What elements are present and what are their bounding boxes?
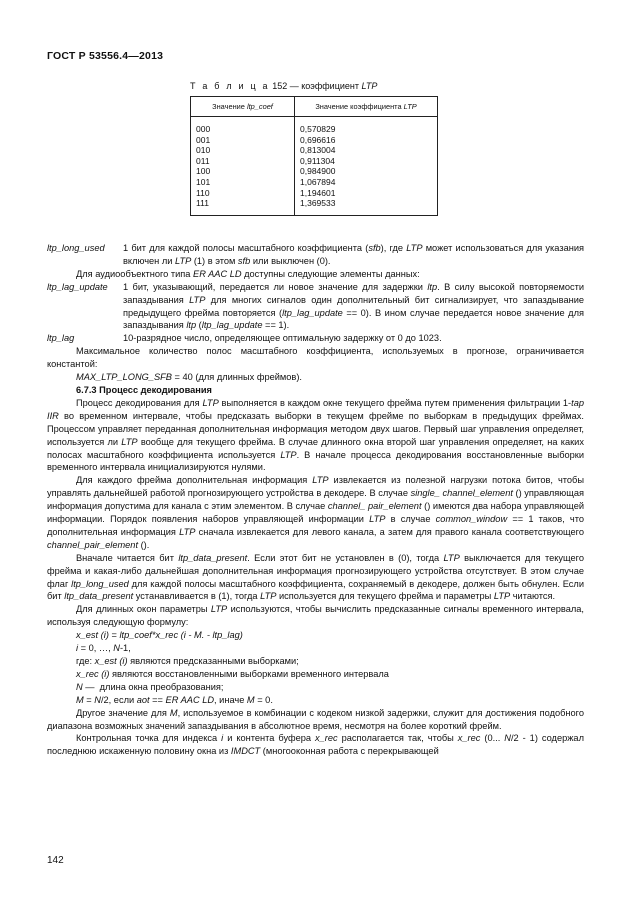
definition-text: 10-разрядное число, определяющее оптимальную задержку от 0 до 1023.: [123, 333, 442, 344]
coefficient-value-cell: 0,911304: [295, 156, 438, 167]
paragraph: M = N/2, если aot == ER AAC LD, иначе M = 0.: [76, 694, 273, 705]
table-caption-prefix: Т а б л и ц а: [190, 81, 270, 91]
ltp-coef-cell: 010: [191, 145, 295, 156]
coefficient-value-cell: 0,570829: [295, 124, 438, 135]
table-row: [191, 166, 438, 177]
ltp-coef-cell: 101: [191, 177, 295, 188]
definition-term: ltp_long_used: [47, 243, 105, 253]
paragraph: Для длинных окон параметры LTP используются, чтобы вычислить предсказанные сигналы временного интервала, используя следующую формулу:: [47, 604, 585, 628]
paragraph: Для каждого фрейма дополнительная информация LTP извлекается из полезной нагрузки потока битов, чтобы управлять дальнейшей работой прогнозирующего устройства в декодере. В случае single_ channel_element () управляющая информация допустима для канала с этим элементом. В случае channel_ pair_element () имеются два набора управляющей информации. Порядок появления наборов управляющей информации LTP в случае common_window == 1 таков, что дополнительная информация LTP сначала извлекается для левого канала, а затем для правого канала соответствующего channel_pair_element ().: [47, 475, 585, 550]
coefficient-value-cell: 1,067894: [295, 177, 438, 188]
coefficient-value-cell: 0,813004: [295, 145, 438, 156]
table-row: [191, 124, 438, 135]
ltp-coef-cell: 000: [191, 124, 295, 135]
ltp-coef-cell: 100: [191, 166, 295, 177]
col-header-coefficient-value: Значение коэффициента LTP: [295, 97, 438, 117]
definition-item: [47, 242, 584, 268]
paragraph: Контрольная точка для индекса i и контента буфера x_rec располагается так, чтобы x_rec (0... N/2 - 1) содержал последнюю искаженную половину окна из IMDCT (многооконная работа с перекрывающей: [47, 733, 584, 757]
ltp-coef-cell: 111: [191, 198, 295, 215]
table-caption-text: 152 — коэффициент: [269, 81, 362, 91]
paragraph: Другое значение для M, используемое в комбинации с кодеком низкой задержки, служит для достижения подобного диапазона возможных значений запаздывания в абсолютное время, несмотря на более короткий фрейм.: [47, 707, 584, 731]
coefficient-value-cell: 0,984900: [295, 166, 438, 177]
standard-header: ГОСТ Р 53556.4—2013: [47, 50, 164, 62]
page-number: 142: [47, 855, 64, 866]
ltp-coef-cell: 011: [191, 156, 295, 167]
paragraph: Процесс декодирования для LTP выполняется в каждом окне текущего фрейма путем применения фильтрации 1-tap IIR во временном интервале, чтобы предсказать выборки в текущем фрейме по выборкам в предыдущих фреймах. Процессом управляет переданная дополнительная информация методом двух шагов. Первый шаг управления определяет, используется ли LTP вообще для текущего фрейма. В случае длинного окна второй шаг управления определяет, на каких полосах масштабного коэффициента используется LTP. В начале процесса декодирования восстановленные выборки временного интервала инициализируются нулями.: [47, 397, 584, 473]
ltp-coef-cell: 110: [191, 188, 295, 199]
paragraph: Вначале читается бит ltp_data_present. Если этот бит не установлен в (0), тогда LTP выключается для текущего фрейма и какая-либо дальнейшая дополнительная информация прогнозирующего устройства отсутствует. В этом случае флаг ltp_long_used для каждой полосы масштабного коэффициента, сохраняемый в декодере, должен быть обнулен. Если бит ltp_data_present устанавливается в (1), тогда LTP используется для текущего фрейма и параметры LTP читаются.: [47, 552, 584, 602]
table-body: [191, 117, 438, 216]
table-caption-italic: LTP: [361, 81, 378, 91]
table-row: [191, 135, 438, 146]
table-row: [191, 145, 438, 156]
section-heading: 6.7.3 Процесс декодирования: [76, 384, 212, 395]
paragraph: где: x_est (i) являются предсказанными выборками;: [76, 656, 299, 666]
ltp-coef-cell: 001: [191, 135, 295, 146]
definition-text: 1 бит для каждой полосы масштабного коэффициента (sfb), где LTP может использоваться для указания включен ли LTP (1) в этом sfb или выключен (0).: [123, 243, 584, 266]
body-text: [47, 242, 584, 758]
coefficient-value-cell: 0,696616: [295, 135, 438, 146]
definition-text: 1 бит, указывающий, передается ли новое значение для задержки ltp. В силу высокой повторяемости запаздывания LTP для многих сигналов один дополнительный бит сигнализирует, что запаздывание предыдущего фрейма повторяется (ltp_lag_update == 0). В ином случае передается новое значение для запаздывания ltp (ltp_lag_update == 1).: [123, 281, 585, 331]
table-row: [191, 177, 438, 188]
paragraph: i = 0, …, N-1,: [76, 643, 131, 654]
paragraph: Максимальное количество полос масштабного коэффициента, используемых в прогнозе, ограничивается константой:: [47, 346, 584, 370]
paragraph: MAX_LTP_LONG_SFB = 40 (для длинных фреймов).: [76, 372, 302, 383]
coefficient-table: [190, 96, 438, 216]
coefficient-value-cell: 1,194601: [295, 188, 438, 199]
paragraph: x_est (i) = ltp_coef*x_rec (i - M. - ltp_lag): [76, 630, 243, 641]
definition-item: [47, 281, 584, 333]
col-header-ltp-coef: Значение ltp_coef: [191, 97, 295, 117]
definition-term: ltp_lag: [47, 333, 75, 344]
paragraph: N — длина окна преобразования;: [76, 681, 224, 692]
paragraph: Для аудиообъектного типа ER AAC LD доступны следующие элементы данных:: [76, 268, 420, 279]
table-row: [191, 188, 438, 199]
paragraph: x_rec (i) являются восстановленными выборками временного интервала: [76, 668, 389, 679]
table-caption: [190, 81, 377, 91]
definition-term: ltp_lag_update: [47, 281, 108, 292]
coefficient-value-cell: 1,369533: [295, 198, 438, 215]
definition-item: [47, 332, 584, 345]
table-row: [191, 156, 438, 167]
table-row: [191, 198, 438, 215]
